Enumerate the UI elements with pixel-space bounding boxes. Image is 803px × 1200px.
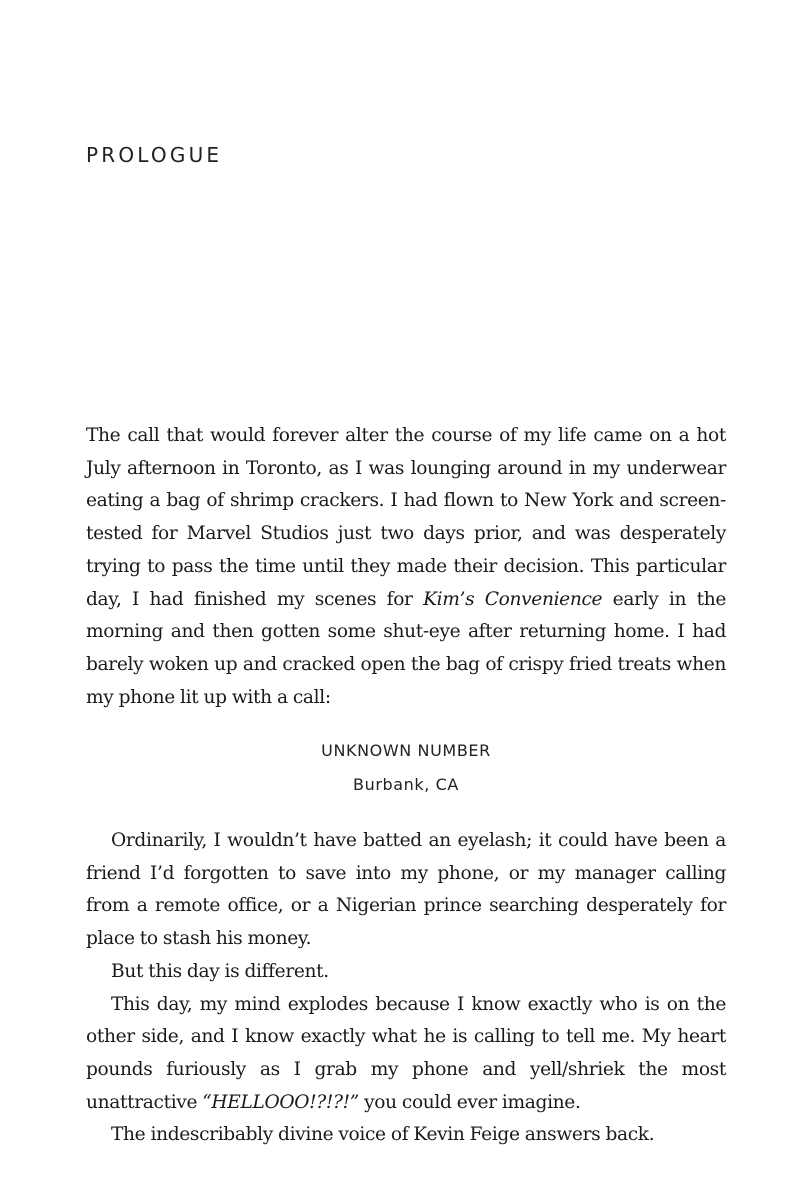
chapter-title: PROLOGUE xyxy=(86,143,223,167)
show-title: Kim’s Convenience xyxy=(423,588,603,610)
paragraph-kevin-feige: The indescribably divine voice of Kevin Feige answers back. xyxy=(111,1124,655,1146)
opening-text-after-title: early in the morning and then gotten some shut-eye after returning home. I had barely woken up and cracked open the bag of crispy fried treats when my phone lit up with a call: xyxy=(86,588,726,708)
continuation-text xyxy=(86,825,726,1152)
mind-explodes-ending: you could ever imagine. xyxy=(358,1091,581,1113)
mind-explodes-text: This day, my mind explodes because I know exactly who is on the other side, and I know exactly what he is calling to tell me. My heart pounds furiously as I grab my phone and yell/shriek the most unattractive xyxy=(86,993,726,1113)
opening-text-before-title: The call that would forever alter the course of my life came on a hot July afternoon in Toronto, as I was lounging around in my underwear eating a bag of shrimp crackers. I had flown to New York and screen-tested for Marvel Studios just two days prior, and was desperately trying to pass the time until they made their decision. This particular day, I had finished my scenes for xyxy=(86,425,726,610)
paragraph-ordinarily: Ordinarily, I wouldn’t have batted an eyelash; it could have been a friend I’d forgotten to save into my phone, or my manager calling from a remote office, or a Nigerian prince searching desperately for place to stash his money. xyxy=(86,830,726,950)
caller-id-block xyxy=(86,734,726,802)
opening-text xyxy=(86,420,726,714)
caller-name: UNKNOWN NUMBER xyxy=(321,741,491,760)
caller-location: Burbank, CA xyxy=(353,775,459,794)
opening-paragraph xyxy=(86,420,726,714)
paragraph-mind-explodes xyxy=(86,989,726,1120)
paragraph-different-day: But this day is different. xyxy=(111,960,329,982)
hello-shout: “HELLOOO!?!?!” xyxy=(202,1091,359,1113)
